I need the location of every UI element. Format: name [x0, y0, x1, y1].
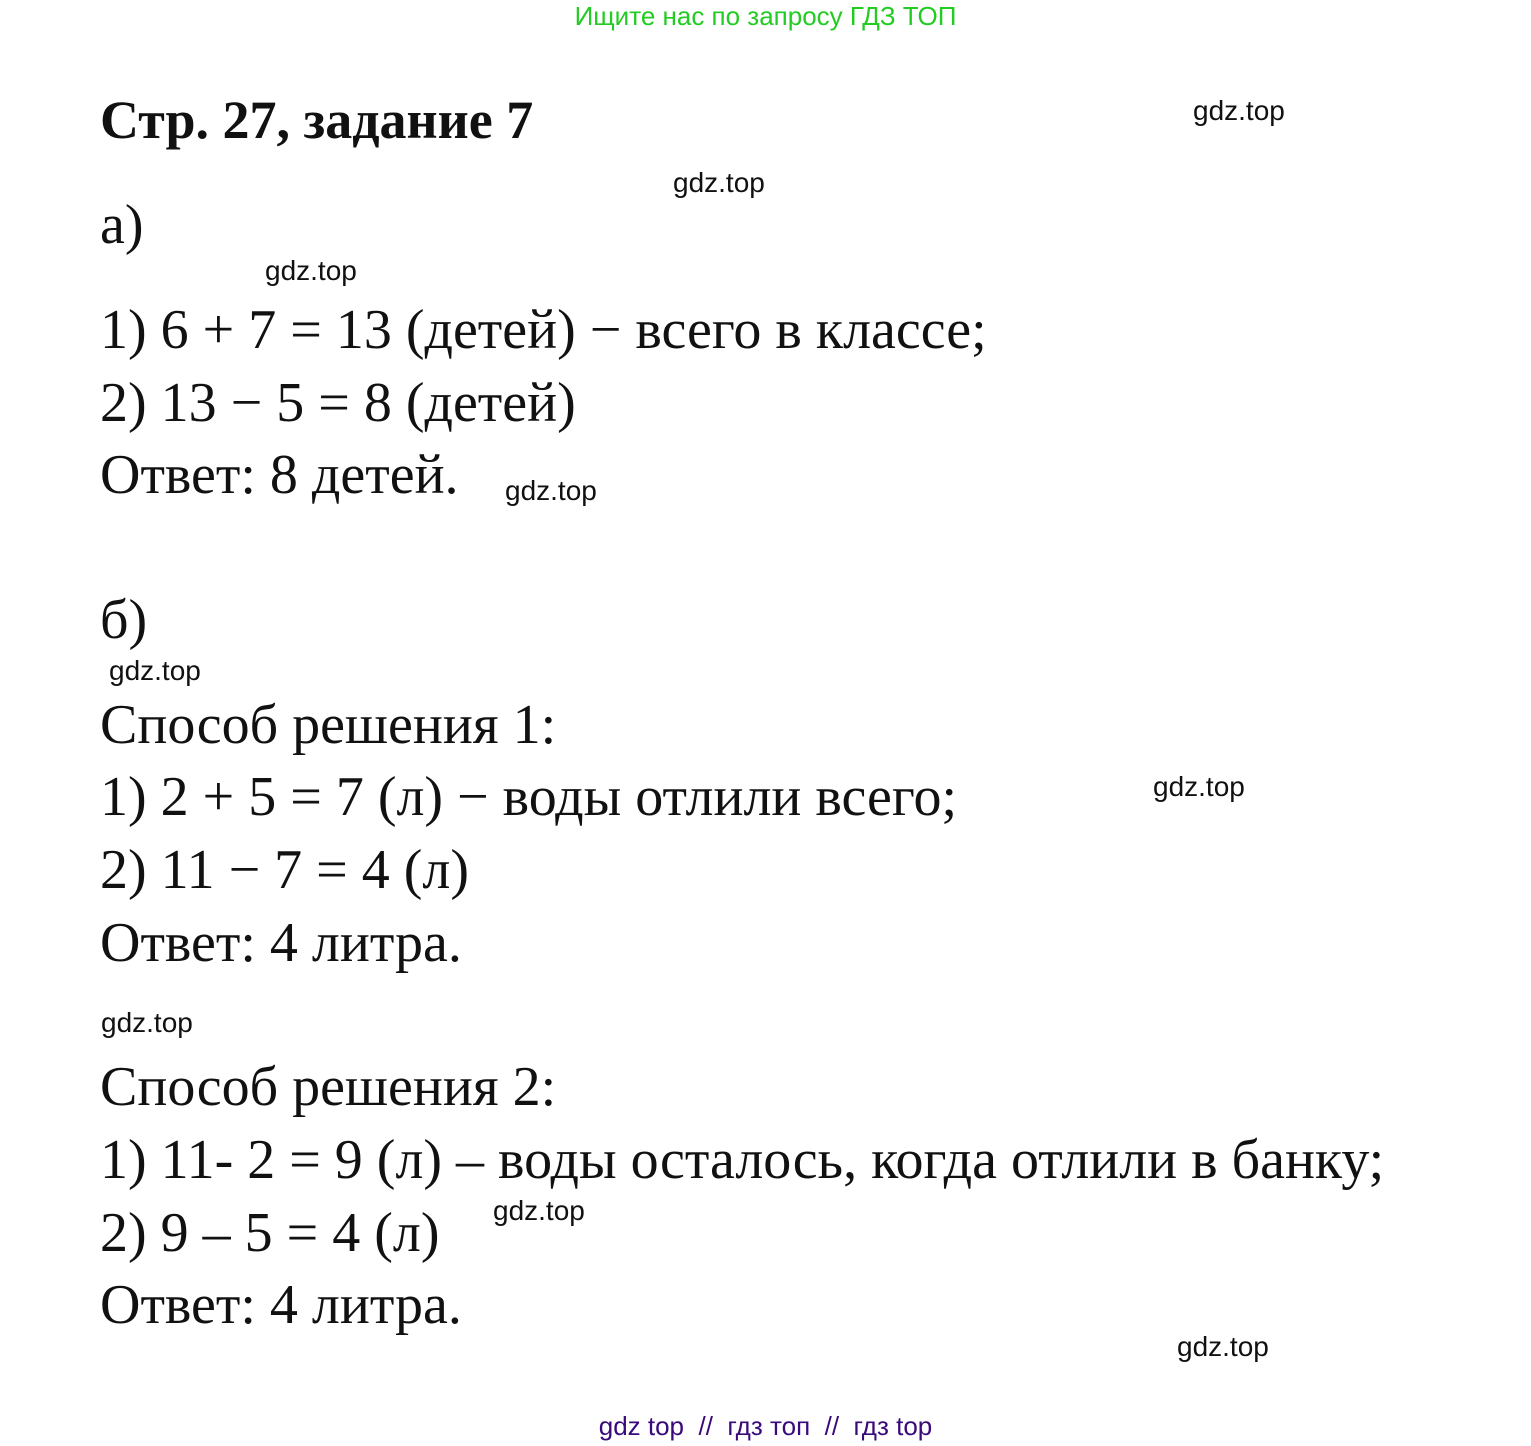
- footer-links: gdz top // гдз топ // гдз top: [598, 1411, 933, 1441]
- search-banner: Ищите нас по запросу ГДЗ ТОП: [574, 1, 957, 31]
- page-title: Стр. 27, задание 7: [100, 90, 534, 150]
- method-heading: Способ решения 2:: [100, 1056, 557, 1118]
- solution-line: 1) 2 + 5 = 7 (л) − воды отлили всего;: [100, 766, 958, 828]
- watermark: gdz.top: [673, 167, 765, 198]
- watermark: gdz.top: [109, 655, 201, 686]
- watermark: gdz.top: [265, 255, 357, 286]
- solution-line: 2) 13 − 5 = 8 (детей): [100, 372, 576, 434]
- answer-line: Ответ: 4 литра.: [100, 1274, 462, 1336]
- watermark: gdz.top: [101, 1007, 193, 1038]
- watermark: gdz.top: [505, 475, 597, 506]
- answer-line: Ответ: 4 литра.: [100, 912, 462, 974]
- method-heading: Способ решения 1:: [100, 694, 557, 756]
- solution-line: 1) 11- 2 = 9 (л) – воды осталось, когда отлили в банку;: [100, 1129, 1385, 1191]
- answer-line: Ответ: 8 детей.: [100, 444, 459, 506]
- solution-line: 2) 11 − 7 = 4 (л): [100, 839, 469, 901]
- part-a-label: а): [100, 194, 144, 256]
- watermark: gdz.top: [1153, 771, 1245, 802]
- solution-line: 2) 9 – 5 = 4 (л): [100, 1202, 440, 1264]
- watermark: gdz.top: [493, 1195, 585, 1226]
- watermark: gdz.top: [1193, 95, 1285, 126]
- watermark: gdz.top: [1177, 1331, 1269, 1362]
- part-b-label: б): [100, 589, 148, 651]
- solution-line: 1) 6 + 7 = 13 (детей) − всего в классе;: [100, 299, 987, 361]
